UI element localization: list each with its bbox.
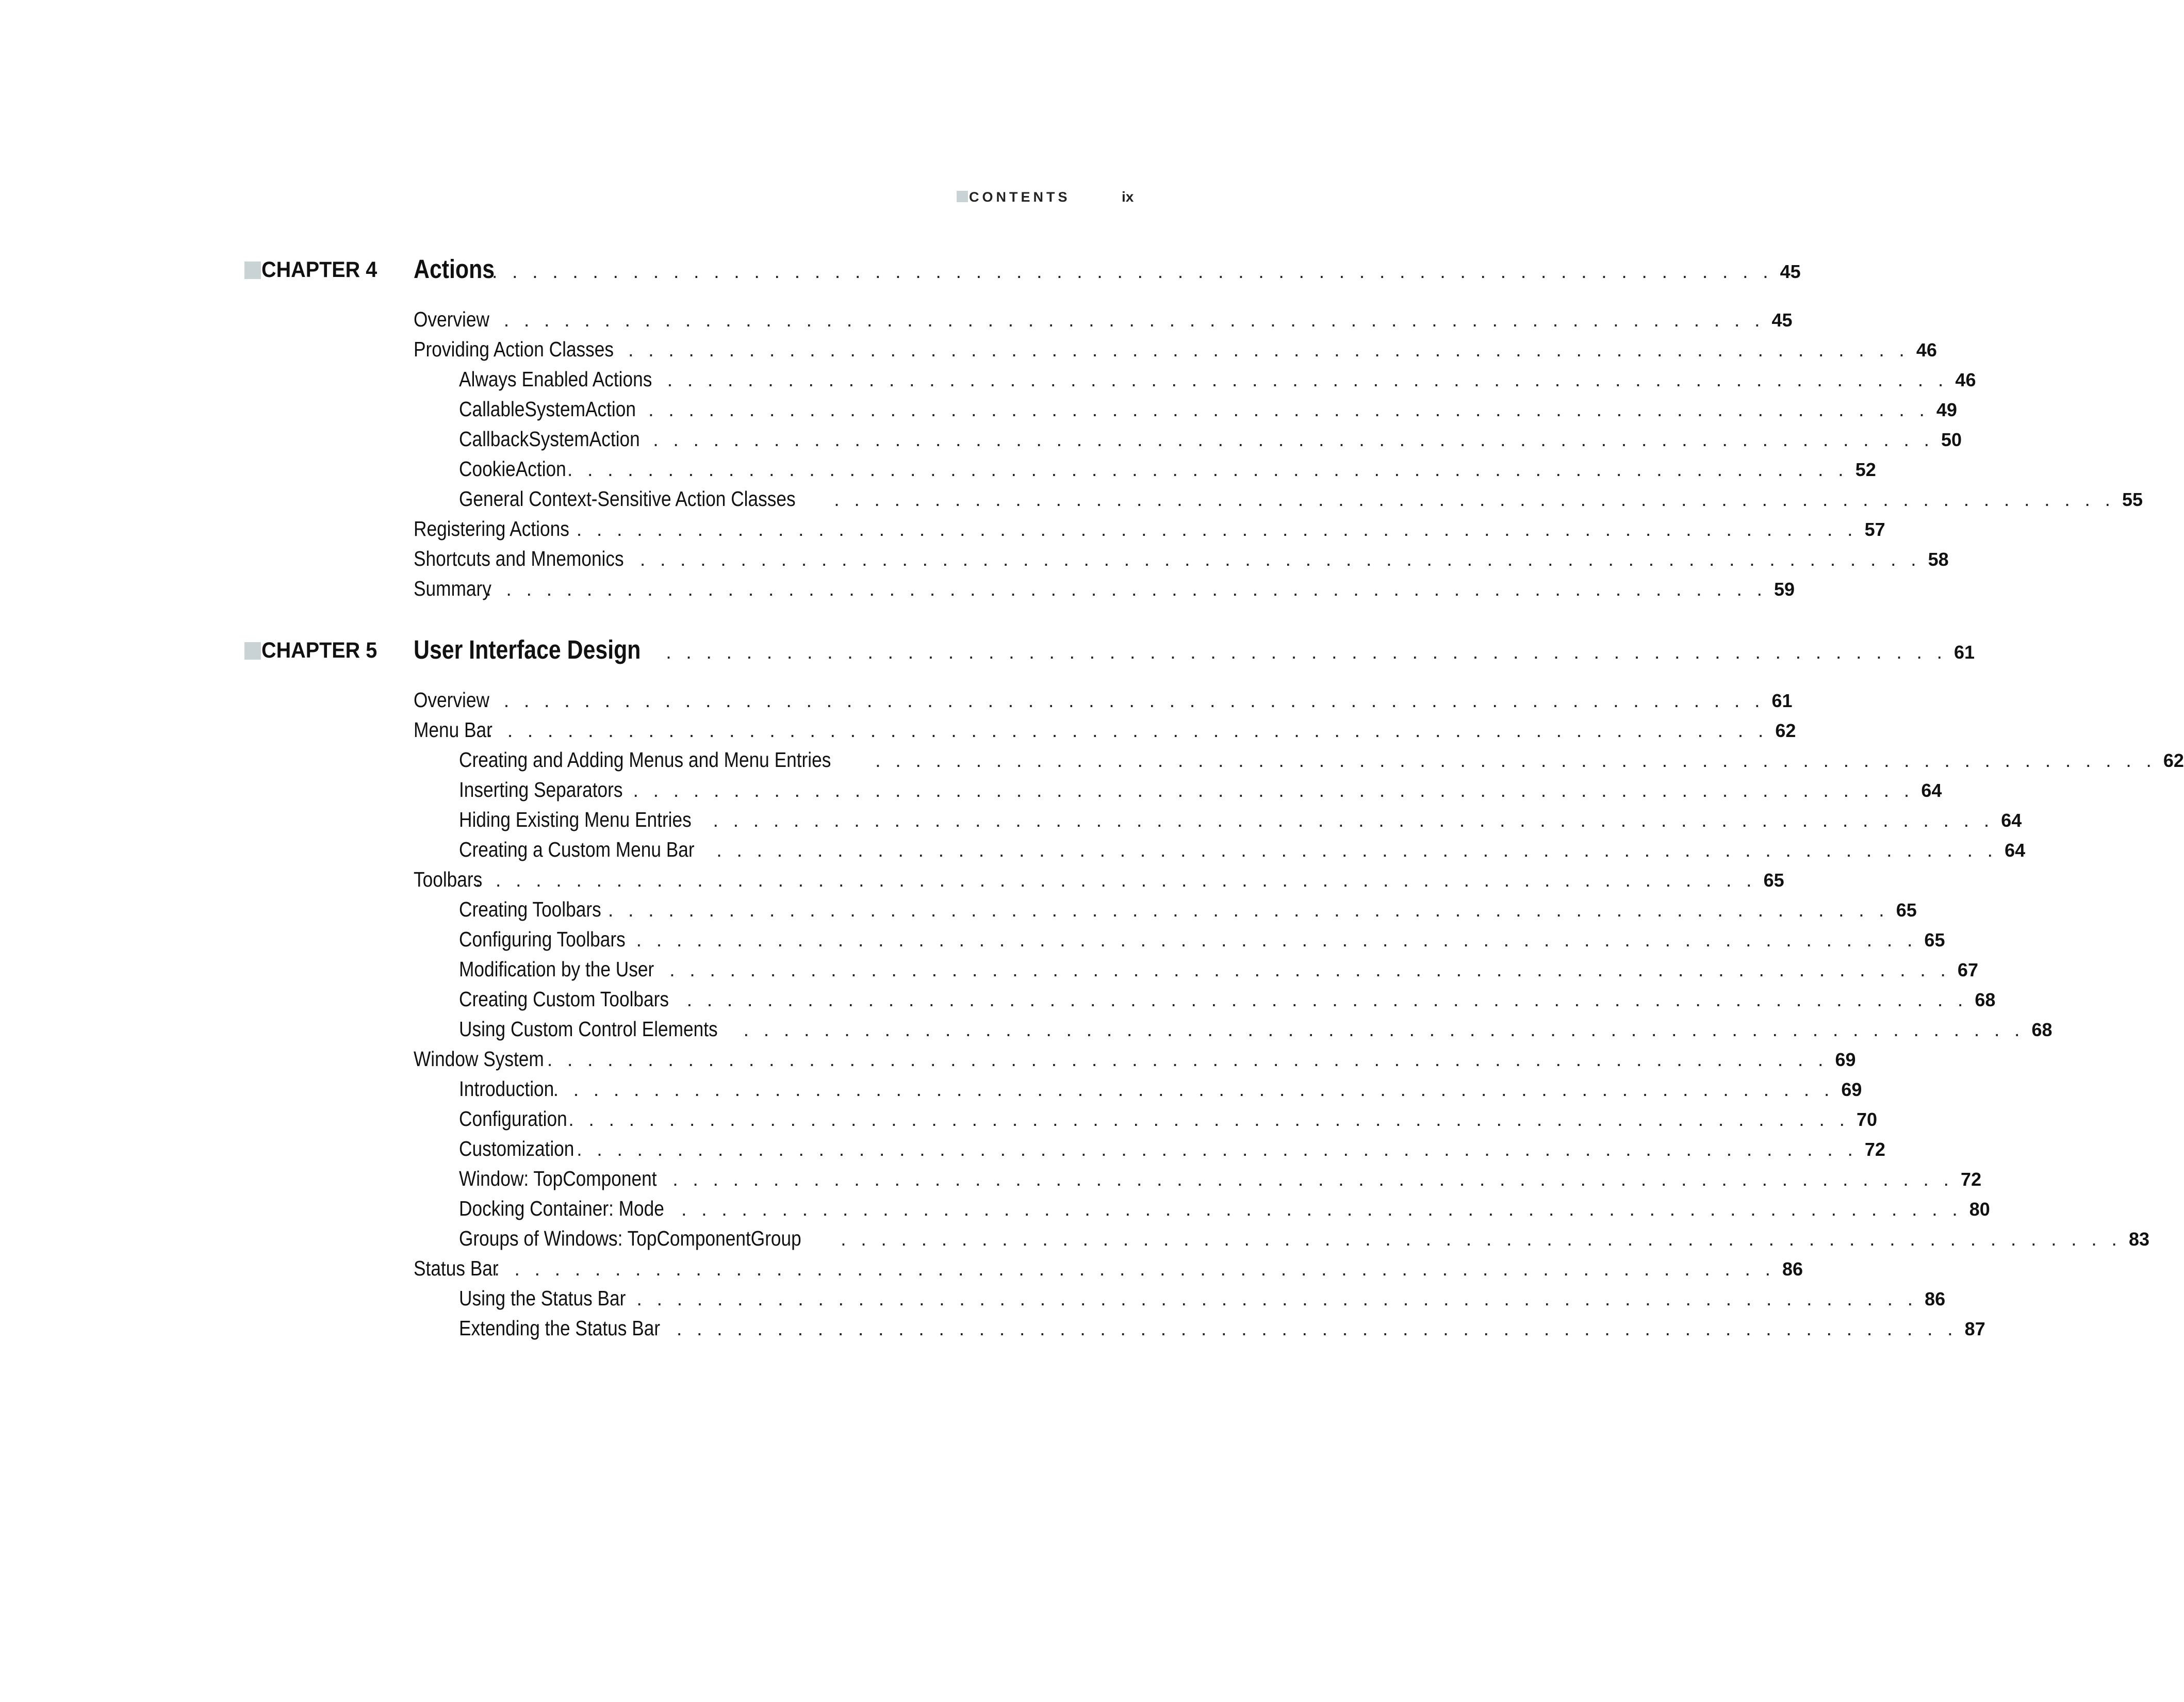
dot-leader: . . . . . . . . . . . . . . . . . . . . . . . . . . . . . . . . . . . . . . . . . . . . . . . . . . . . . . . . . . . . . . . . <box>494 1258 1776 1280</box>
toc-entry[interactable] <box>414 864 1784 894</box>
toc-subentry[interactable] <box>459 894 1917 924</box>
toc-entry[interactable] <box>414 685 1793 715</box>
running-head-label: CONTENTS <box>969 189 1071 205</box>
entry-title: Introduction <box>459 1077 554 1101</box>
chapter-label-text: CHAPTER 5 <box>261 638 377 663</box>
dot-leader: . . . . . . . . . . . . . . . . . . . . . . . . . . . . . . . . . . . . . . . . . . . . . . . . . . . . . . . . . . . . . . . . <box>576 519 1858 541</box>
entry-title: Creating Toolbars <box>459 897 601 921</box>
page-ref: 58 <box>1928 549 1949 570</box>
chapter-title-row[interactable] <box>414 635 1975 665</box>
chapter-marker <box>244 642 261 660</box>
toc-subentry[interactable] <box>459 775 1942 805</box>
chapter-label-text: CHAPTER 4 <box>261 257 377 282</box>
entry-title: Using Custom Control Elements <box>459 1017 718 1041</box>
entry-title: Window System <box>414 1047 544 1071</box>
page-ref: 45 <box>1771 309 1793 331</box>
entry-title: Always Enabled Actions <box>459 367 652 391</box>
dot-leader: . . . . . . . . . . . . . . . . . . . . . . . . . . . . . . . . . . . . . . . . . . . . . . . . . . . . . . . . . . . . . . . . <box>567 459 1848 481</box>
dot-leader: . . . . . . . . . . . . . . . . . . . . . . . . . . . . . . . . . . . . . . . . . . . . . . . . . . . . . . . . . . . . . . . . <box>487 720 1768 742</box>
running-head-marker <box>957 191 968 202</box>
dot-leader: . . . . . . . . . . . . . . . . . . . . . . . . . . . . . . . . . . . . . . . . . . . . . . . . . . . . . . . . . . . . . . . . <box>648 399 1929 421</box>
toc-subentry[interactable] <box>459 1014 2052 1044</box>
dot-leader: . . . . . . . . . . . . . . . . . . . . . . . . . . . . . . . . . . . . . . . . . . . . . . . . . . . . . . . . . . . . . . . . <box>681 1199 1962 1220</box>
entry-title: Overview <box>414 688 489 712</box>
toc-entry[interactable] <box>414 1044 1856 1074</box>
toc-entry[interactable] <box>414 1253 1803 1283</box>
entry-title: Status Bar <box>414 1256 499 1280</box>
dot-leader: . . . . . . . . . . . . . . . . . . . . . . . . . . . . . . . . . . . . . . . . . . . . . . . . . . . . . . . . . . . . . . . . <box>553 1079 1834 1101</box>
page-ref: 80 <box>1969 1199 1990 1220</box>
dot-leader: . . . . . . . . . . . . . . . . . . . . . . . . . . . . . . . . . . . . . . . . . . . . . . . . . . . . . . . . . . . . . . . . <box>834 489 2115 511</box>
entry-title: Shortcuts and Mnemonics <box>414 547 624 570</box>
dot-leader: . . . . . . . . . . . . . . . . . . . . . . . . . . . . . . . . . . . . . . . . . . . . . . . . . . . . . . . . . . . . . . . . <box>628 339 1909 361</box>
page-ref: 49 <box>1936 399 1957 420</box>
dot-leader: . . . . . . . . . . . . . . . . . . . . . . . . . . . . . . . . . . . . . . . . . . . . . . . . . . . . . . . . . . . . . . . . <box>568 1109 1850 1131</box>
page-ref: 62 <box>2163 750 2184 771</box>
chapter-title: Actions <box>414 254 495 284</box>
toc-subentry[interactable] <box>459 424 1962 454</box>
entry-title: Summary <box>414 577 491 600</box>
toc-entry[interactable] <box>414 715 1796 745</box>
dot-leader: . . . . . . . . . . . . . . . . . . . . . . . . . . . . . . . . . . . . . . . . . . . . . . . . . . . . . . . . . . . . . . . . <box>653 429 1934 451</box>
page-ref: 67 <box>1957 959 1978 980</box>
dot-leader: . . . . . . . . . . . . . . . . . . . . . . . . . . . . . . . . . . . . . . . . . . . . . . . . . . . . . . . . . . . . . . . . <box>636 929 1917 951</box>
entry-title: Extending the Status Bar <box>459 1316 661 1340</box>
page-ref: 65 <box>1896 899 1917 921</box>
page-number: ix <box>1122 189 1134 205</box>
entry-title: Creating a Custom Menu Bar <box>459 838 695 861</box>
dot-leader: . . . . . . . . . . . . . . . . . . . . . . . . . . . . . . . . . . . . . . . . . . . . . . . . . . . . . . . . . . . . . . . . <box>672 1169 1954 1190</box>
dot-leader: . . . . . . . . . . . . . . . . . . . . . . . . . . . . . . . . . . . . . . . . . . . . . . . . . . . . . . . . . . . . . . . . <box>713 810 1994 831</box>
toc-subentry[interactable] <box>459 484 2143 514</box>
dot-leader: . . . . . . . . . . . . . . . . . . . . . . . . . . . . . . . . . . . . . . . . . . . . . . . . . . . . . . . . . . . . . . . . <box>483 309 1765 331</box>
toc-subentry[interactable] <box>459 1164 1982 1193</box>
page-ref: 72 <box>1961 1169 1982 1190</box>
entry-title: Window: TopComponent <box>459 1167 657 1190</box>
page-ref: 69 <box>1841 1079 1862 1100</box>
dot-leader: . . . . . . . . . . . . . . . . . . . . . . . . . . . . . . . . . . . . . . . . . . . . . . . . . . . . . . . . . . . . . . . . <box>547 1049 1828 1071</box>
toc-subentry[interactable] <box>459 1074 1862 1104</box>
page-ref: 64 <box>2001 810 2022 831</box>
toc-entry[interactable] <box>414 544 1949 574</box>
page-ref: 86 <box>1782 1258 1803 1280</box>
toc-subentry[interactable] <box>459 984 1996 1014</box>
dot-leader: . . . . . . . . . . . . . . . . . . . . . . . . . . . . . . . . . . . . . . . . . . . . . . . . . . . . . . . . . . . . . . . . <box>686 989 1968 1011</box>
dot-leader: . . . . . . . . . . . . . . . . . . . . . . . . . . . . . . . . . . . . . . . . . . . . . . . . . . . . . . . . . . . . . . . . <box>875 750 2156 772</box>
page-ref: 61 <box>1953 642 1975 663</box>
toc-subentry[interactable] <box>459 805 2022 834</box>
chapter-title: User Interface Design <box>414 635 641 664</box>
dot-leader: . . . . . . . . . . . . . . . . . . . . . . . . . . . . . . . . . . . . . . . . . . . . . . . . . . . . . . . . . . . . . . . . <box>486 579 1767 600</box>
toc-subentry[interactable] <box>459 834 2026 864</box>
entry-title: Registering Actions <box>414 517 569 541</box>
dot-leader: . . . . . . . . . . . . . . . . . . . . . . . . . . . . . . . . . . . . . . . . . . . . . . . . . . . . . . . . . . . . . . . . <box>483 690 1765 712</box>
toc-entry[interactable] <box>414 574 1795 603</box>
toc-subentry[interactable] <box>459 454 1876 484</box>
dot-leader: . . . . . . . . . . . . . . . . . . . . . . . . . . . . . . . . . . . . . . . . . . . . . . . . . . . . . . . . . . . . . . . . <box>666 642 1947 663</box>
page-ref: 57 <box>1864 519 1885 540</box>
toc-subentry[interactable] <box>459 1104 1878 1134</box>
dot-leader: . . . . . . . . . . . . . . . . . . . . . . . . . . . . . . . . . . . . . . . . . . . . . . . . . . . . . . . . . . . . . . . . <box>607 899 1889 921</box>
page-ref: 64 <box>2005 840 2026 861</box>
page-ref: 72 <box>1864 1139 1885 1160</box>
entry-title: Providing Action Classes <box>414 337 614 361</box>
entry-title: Creating Custom Toolbars <box>459 987 669 1011</box>
chapter-title-row[interactable] <box>414 254 1801 284</box>
entry-title: CallableSystemAction <box>459 397 636 421</box>
dot-leader: . . . . . . . . . . . . . . . . . . . . . . . . . . . . . . . . . . . . . . . . . . . . . . . . . . . . . . . . . . . . . . . . <box>475 870 1756 891</box>
page-ref: 70 <box>1857 1109 1878 1130</box>
toc-subentry[interactable] <box>459 1313 1985 1343</box>
toc-subentry[interactable] <box>459 1134 1885 1164</box>
page-ref: 61 <box>1771 690 1793 711</box>
entry-title: Docking Container: Mode <box>459 1197 664 1220</box>
entry-title: Customization <box>459 1137 574 1160</box>
page-ref: 68 <box>2031 1019 2052 1040</box>
toc-subentry[interactable] <box>459 924 1945 954</box>
page-ref: 59 <box>1774 579 1795 600</box>
dot-leader: . . . . . . . . . . . . . . . . . . . . . . . . . . . . . . . . . . . . . . . . . . . . . . . . . . . . . . . . . . . . . . . . <box>841 1229 2122 1250</box>
toc-entry[interactable] <box>414 514 1885 544</box>
page-ref: 46 <box>1916 339 1937 361</box>
entry-title: CookieAction <box>459 457 566 481</box>
entry-title: Creating and Adding Menus and Menu Entries <box>459 748 831 772</box>
dot-leader: . . . . . . . . . . . . . . . . . . . . . . . . . . . . . . . . . . . . . . . . . . . . . . . . . . . . . . . . . . . . . . . . <box>669 959 1950 981</box>
toc-entry[interactable] <box>414 304 1793 334</box>
page-ref: 45 <box>1780 261 1801 282</box>
entry-title: General Context-Sensitive Action Classes <box>459 487 796 511</box>
page-ref: 55 <box>2122 489 2143 510</box>
chapter-marker <box>244 261 261 279</box>
dot-leader: . . . . . . . . . . . . . . . . . . . . . . . . . . . . . . . . . . . . . . . . . . . . . . . . . . . . . . . . . . . . . . . . <box>667 369 1948 391</box>
dot-leader: . . . . . . . . . . . . . . . . . . . . . . . . . . . . . . . . . . . . . . . . . . . . . . . . . . . . . . . . . . . . . . . . <box>633 780 1914 801</box>
entry-title: Configuration <box>459 1107 567 1131</box>
page-ref: 65 <box>1924 929 1945 951</box>
page-ref: 52 <box>1855 459 1876 480</box>
dot-leader: . . . . . . . . . . . . . . . . . . . . . . . . . . . . . . . . . . . . . . . . . . . . . . . . . . . . . . . . . . . . . . . . <box>636 1288 1918 1310</box>
toc-subentry[interactable] <box>459 954 1978 984</box>
page-ref: 68 <box>1975 989 1996 1010</box>
page-ref: 65 <box>1763 870 1784 891</box>
page-ref: 69 <box>1835 1049 1856 1070</box>
toc-subentry[interactable] <box>459 394 1957 424</box>
page-ref: 86 <box>1925 1288 1946 1310</box>
entry-title: Modification by the User <box>459 957 654 981</box>
entry-title: Groups of Windows: TopComponentGroup <box>459 1226 801 1250</box>
toc-subentry[interactable] <box>459 364 1976 394</box>
entry-title: Inserting Separators <box>459 778 623 801</box>
dot-leader: . . . . . . . . . . . . . . . . . . . . . . . . . . . . . . . . . . . . . . . . . . . . . . . . . . . . . . . . . . . . . . . . <box>743 1019 2025 1041</box>
page-ref: 62 <box>1775 720 1796 741</box>
page-ref: 50 <box>1941 429 1962 450</box>
toc-subentry[interactable] <box>459 1223 2149 1253</box>
entry-title: Configuring Toolbars <box>459 927 626 951</box>
toc-subentry[interactable] <box>459 1193 1990 1223</box>
entry-title: Toolbars <box>414 868 483 891</box>
dot-leader: . . . . . . . . . . . . . . . . . . . . . . . . . . . . . . . . . . . . . . . . . . . . . . . . . . . . . . . . . . . . . . . . <box>639 549 1921 570</box>
dot-leader: . . . . . . . . . . . . . . . . . . . . . . . . . . . . . . . . . . . . . . . . . . . . . . . . . . . . . . . . . . . . . . . . <box>676 1318 1958 1340</box>
page-ref: 64 <box>1921 780 1942 801</box>
toc-subentry[interactable] <box>459 745 2184 775</box>
page-ref: 87 <box>1964 1318 1985 1339</box>
entry-title: CallbackSystemAction <box>459 427 640 451</box>
entry-title: Menu Bar <box>414 718 492 742</box>
running-head <box>957 187 1147 207</box>
page-ref: 83 <box>2128 1229 2149 1250</box>
toc-subentry[interactable] <box>459 1283 1946 1313</box>
entry-title: Hiding Existing Menu Entries <box>459 808 692 831</box>
dot-leader: . . . . . . . . . . . . . . . . . . . . . . . . . . . . . . . . . . . . . . . . . . . . . . . . . . . . . . . . . . . . . . . . <box>577 1139 1858 1160</box>
entry-title: Using the Status Bar <box>459 1286 626 1310</box>
dot-leader: . . . . . . . . . . . . . . . . . . . . . . . . . . . . . . . . . . . . . . . . . . . . . . . . . . . . . . . . . . . . . . . . <box>491 261 1773 283</box>
dot-leader: . . . . . . . . . . . . . . . . . . . . . . . . . . . . . . . . . . . . . . . . . . . . . . . . . . . . . . . . . . . . . . . . <box>716 840 1998 861</box>
page-ref: 46 <box>1955 369 1976 390</box>
entry-title: Overview <box>414 307 489 331</box>
toc-entry[interactable] <box>414 334 1937 364</box>
